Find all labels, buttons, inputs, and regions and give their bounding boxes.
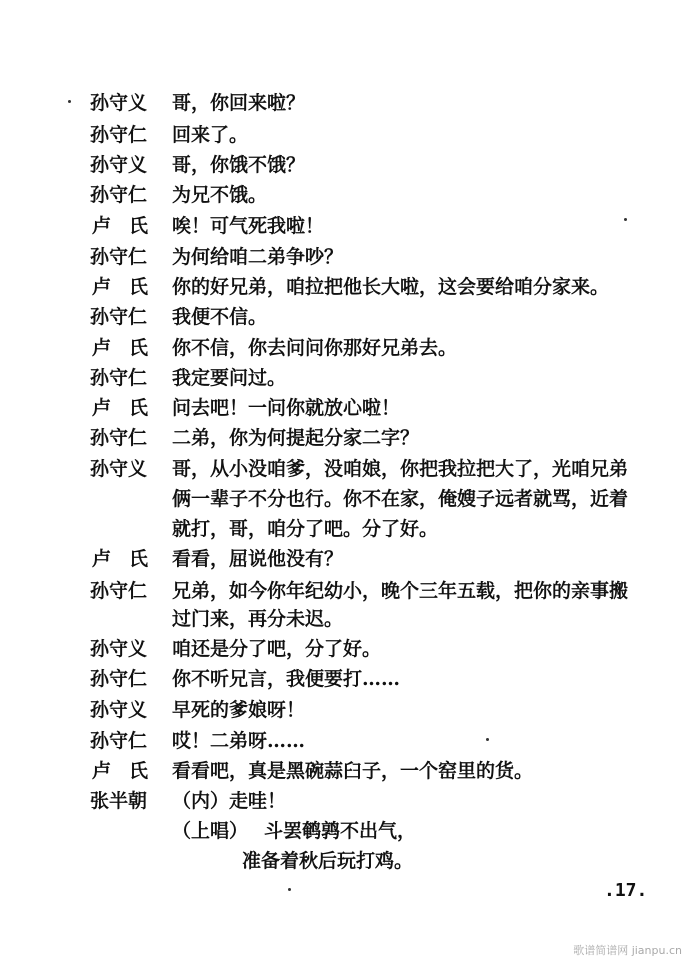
dialogue-text: 看看吧，真是黑碗蒜臼子，一个窑里的货。	[172, 760, 534, 782]
dialogue-text: 为何给咱二弟争吵？	[172, 246, 344, 268]
dialogue-text: 早死的爹娘呀！	[172, 699, 306, 721]
speaker-name: 孙守义	[90, 154, 148, 176]
dialogue-text: 回来了。	[172, 124, 249, 146]
dialogue-text: 你的好兄弟，咱拉把他长大啦，这会要给咱分家来。	[172, 276, 610, 298]
dialogue-continuation: 俩一辈子不分也行。你不在家，俺嫂子远者就骂，近着	[172, 488, 629, 510]
dialogue-continuation: 过门来，再分未迟。	[172, 608, 344, 630]
song-label: （上唱）	[172, 820, 249, 842]
dialogue-text: 我便不信。	[172, 306, 268, 328]
scan-speck	[624, 218, 627, 221]
dialogue-continuation: 就打，哥，咱分了吧。分了好。	[172, 518, 439, 540]
speaker-name: 卢氏	[92, 397, 167, 419]
speaker-name: 孙守义	[90, 458, 148, 480]
speaker-name: 孙守仁	[90, 730, 148, 752]
dialogue-text: 你不听兄言，我便要打……	[172, 668, 401, 690]
song-line-2: 准备着秋后玩打鸡。	[242, 850, 414, 872]
speaker-name: 孙守仁	[90, 367, 148, 389]
speaker-name: 孙守仁	[90, 580, 148, 602]
dialogue-text: 我定要问过。	[172, 367, 287, 389]
dialogue-text: 问去吧！一问你就放心啦！	[172, 397, 401, 419]
scan-speck	[68, 100, 71, 103]
speaker-name: 孙守仁	[90, 184, 148, 206]
site-watermark: 歌谱简谱网 jianpu.cn	[573, 944, 682, 957]
speaker-name: 孙守义	[90, 92, 148, 114]
speaker-name: 卢氏	[92, 548, 167, 570]
speaker-name: 孙守义	[90, 699, 148, 721]
dialogue-text: 哥，从小没咱爹，没咱娘，你把我拉把大了，光咱兄弟	[172, 458, 629, 480]
dialogue-text: 兄弟，如今你年纪幼小，晚个三年五载，把你的亲事搬	[172, 580, 629, 602]
speaker-name: 孙守仁	[90, 668, 148, 690]
speaker-name: 卢氏	[92, 215, 167, 237]
speaker-name: 孙守仁	[90, 124, 148, 146]
speaker-name: 孙守仁	[90, 306, 148, 328]
song-line-1: 斗罢鹌鹑不出气，	[264, 820, 417, 842]
dialogue-text: 哥，你回来啦？	[172, 92, 306, 114]
dialogue-text: （内）走哇！	[172, 790, 287, 812]
speaker-name: 孙守仁	[90, 427, 148, 449]
speaker-name: 张半朝	[90, 790, 148, 812]
speaker-name: 孙守义	[90, 638, 148, 660]
dialogue-text: 哥，你饿不饿？	[172, 154, 306, 176]
dialogue-text: 看看，屈说他没有？	[172, 548, 344, 570]
speaker-name: 卢氏	[92, 276, 167, 298]
dialogue-text: 你不信，你去问问你那好兄弟去。	[172, 337, 458, 359]
dialogue-text: 哎！二弟呀……	[172, 730, 306, 752]
dialogue-text: 为兄不饿。	[172, 184, 268, 206]
dialogue-text: 二弟，你为何提起分家二字？	[172, 427, 420, 449]
page-number: .17.	[604, 880, 648, 901]
dialogue-text: 唉！可气死我啦！	[172, 215, 325, 237]
speaker-name: 卢氏	[92, 760, 167, 782]
scan-speck	[288, 888, 291, 891]
dialogue-text: 咱还是分了吧，分了好。	[172, 638, 382, 660]
speaker-name: 孙守仁	[90, 246, 148, 268]
speaker-name: 卢氏	[92, 337, 167, 359]
scan-speck	[486, 738, 489, 741]
